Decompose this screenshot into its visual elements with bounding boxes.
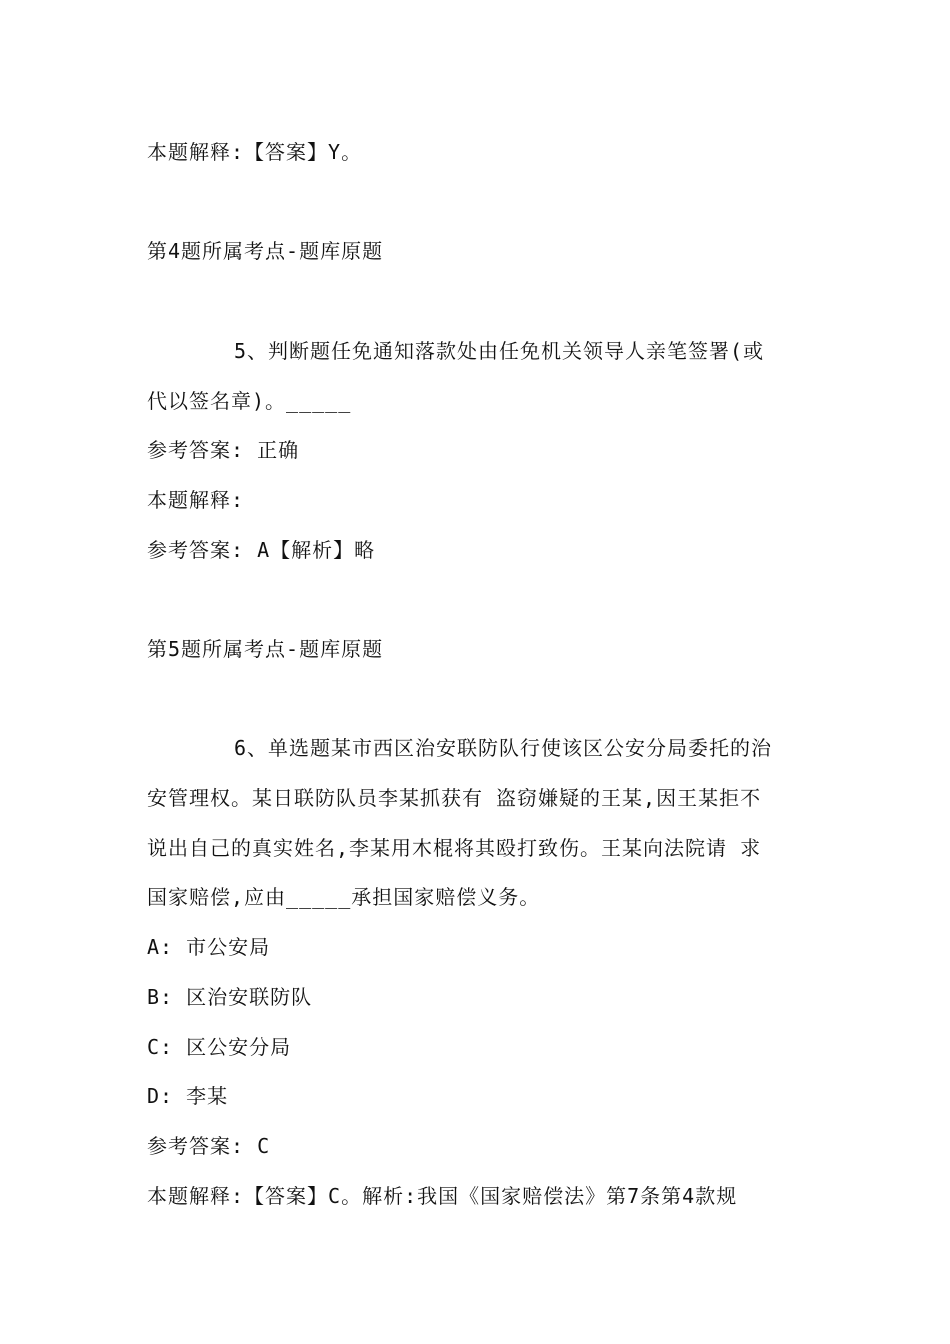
explanation-q6: 本题解释:【答案】C。解析:我国《国家赔偿法》第7条第4款规 bbox=[147, 1184, 738, 1208]
topic-q4: 第4题所属考点-题库原题 bbox=[147, 239, 384, 263]
question-6-line-4: 国家赔偿,应由_____承担国家赔偿义务。 bbox=[147, 885, 541, 909]
question-6-line-2: 安管理权。某日联防队员李某抓获有 盗窃嫌疑的王某,因王某拒不 bbox=[147, 786, 762, 810]
question-5-line-2: 代以签名章)。_____ bbox=[147, 389, 352, 413]
answer-q5-detail: 参考答案: A【解析】略 bbox=[147, 538, 376, 562]
answer-q6: 参考答案: C bbox=[147, 1134, 271, 1158]
option-c: C: 区公安分局 bbox=[147, 1035, 292, 1059]
explanation-q5-label: 本题解释: bbox=[147, 488, 245, 512]
question-6-line-1: 6、单选题某市西区治安联防队行使该区公安分局委托的治 bbox=[234, 736, 773, 760]
option-a: A: 市公安局 bbox=[147, 935, 271, 959]
question-5-line-1: 5、判断题任免通知落款处由任免机关领导人亲笔签署(或 bbox=[234, 339, 765, 363]
explanation-q4: 本题解释:【答案】Y。 bbox=[147, 140, 363, 164]
answer-q5: 参考答案: 正确 bbox=[147, 438, 300, 462]
option-b: B: 区治安联防队 bbox=[147, 985, 313, 1009]
option-d: D: 李某 bbox=[147, 1084, 229, 1108]
topic-q5: 第5题所属考点-题库原题 bbox=[147, 637, 384, 661]
question-6-line-3: 说出自己的真实姓名,李某用木棍将其殴打致伤。王某向法院请 求 bbox=[147, 836, 762, 860]
